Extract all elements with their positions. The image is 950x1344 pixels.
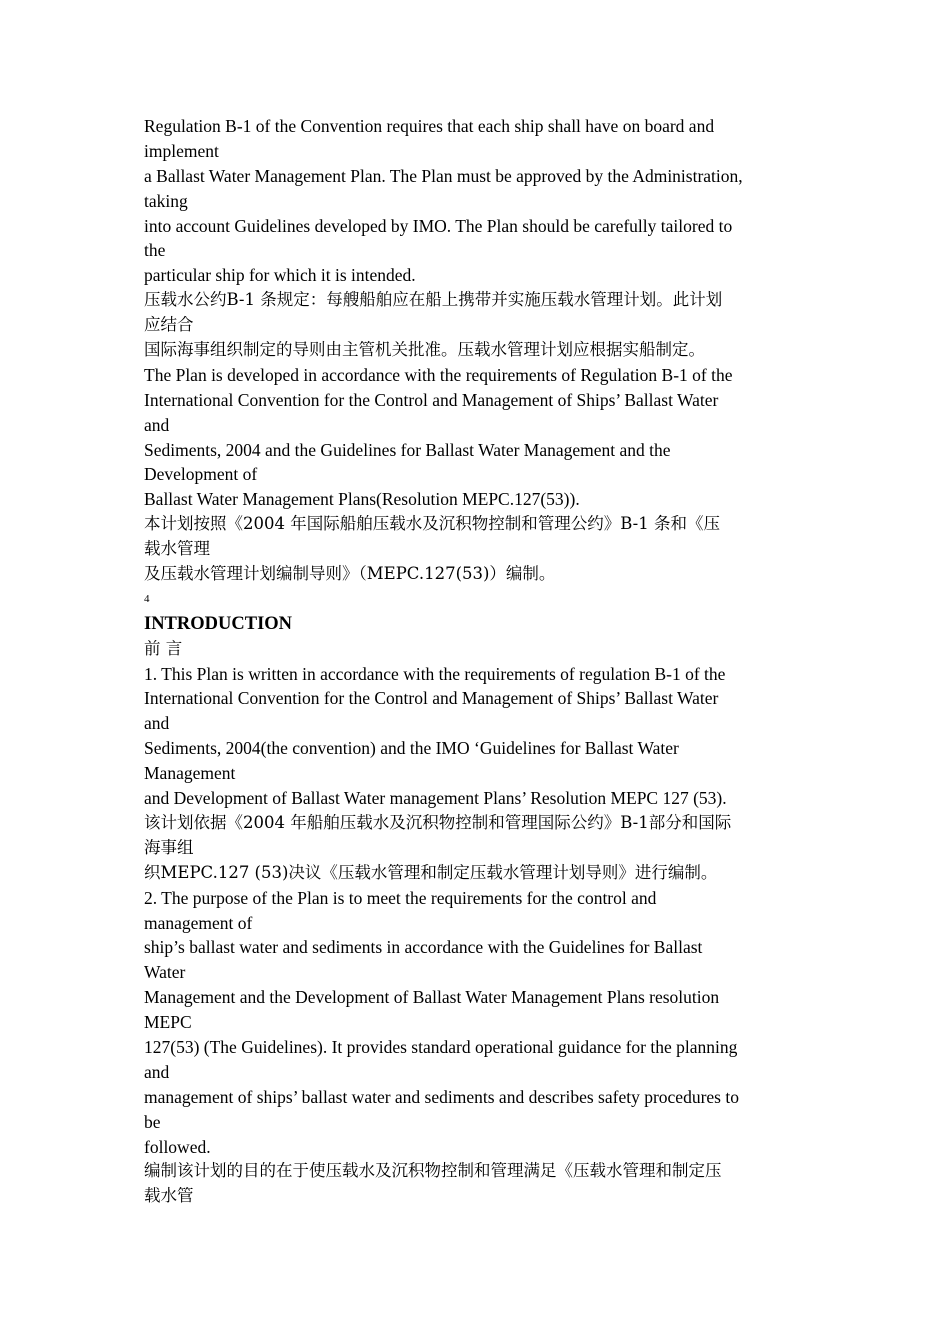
document-page <box>144 114 824 1209</box>
text-line: and <box>144 414 170 435</box>
text-line: and Development of Ballast Water management Plans’ Resolution MEPC 127 (53). <box>144 788 727 809</box>
text-line: 1. This Plan is written in accordance with the requirements of regulation B-1 of the <box>144 663 726 684</box>
text-line: the <box>144 240 166 261</box>
page-number: 4 <box>144 592 150 605</box>
text-line: Management and the Development of Ballast Water Management Plans resolution <box>144 987 720 1008</box>
text-line: International Convention for the Control and Management of Ships’ Ballast Water <box>144 389 719 410</box>
text-line: management of ships’ ballast water and sediments and describes safety procedures to <box>144 1086 739 1107</box>
chinese-text-line: 载水管理 <box>144 539 210 559</box>
text-line: The Plan is developed in accordance with the requirements of Regulation B-1 of the <box>144 364 733 385</box>
text-line: ship’s ballast water and sediments in accordance with the Guidelines for Ballast <box>144 937 703 958</box>
text-line: Management <box>144 763 236 784</box>
chinese-text-line: 压载水公约B-1 条规定：每艘船舶应在船上携带并实施压载水管理计划。此计划 <box>144 290 723 310</box>
text-line: Ballast Water Management Plans(Resolution MEPC.127(53)). <box>144 489 580 510</box>
text-line: Regulation B-1 of the Convention requires that each ship shall have on board and <box>144 116 715 136</box>
text-line: MEPC <box>144 1012 192 1033</box>
chinese-text-line: 前 言 <box>144 638 183 658</box>
chinese-text-line: 应结合 <box>144 315 194 335</box>
text-line: be <box>144 1111 161 1132</box>
text-line: 127(53) (The Guidelines). It provides standard operational guidance for the planning <box>144 1036 738 1057</box>
chinese-text-line: 国际海事组织制定的导则由主管机关批准。压载水管理计划应根据实船制定。 <box>144 340 705 360</box>
chinese-text-line: 该计划依据《2004 年船舶压载水及沉积物控制和管理国际公约》B-1部分和国际 <box>144 812 732 832</box>
text-line: a Ballast Water Management Plan. The Plan must be approved by the Administration, <box>144 165 743 186</box>
text-line: followed. <box>144 1136 211 1157</box>
text-line: taking <box>144 190 188 211</box>
chinese-text-line: 载水管 <box>144 1186 194 1206</box>
text-line: Sediments, 2004 and the Guidelines for Ballast Water Management and the <box>144 439 671 460</box>
text-line: particular ship for which it is intended. <box>144 265 416 286</box>
chinese-text-line: 及压载水管理计划编制导则》（MEPC.127(53)）编制。 <box>144 564 556 584</box>
text-line: and <box>144 1061 170 1082</box>
section-heading: INTRODUCTION <box>144 613 293 634</box>
text-line: Development of <box>144 464 258 485</box>
text-line: Sediments, 2004(the convention) and the IMO ‘Guidelines for Ballast Water <box>144 738 679 759</box>
text-line: International Convention for the Control and Management of Ships’ Ballast Water <box>144 688 719 709</box>
text-line: implement <box>144 140 219 161</box>
text-line: 2. The purpose of the Plan is to meet the requirements for the control and <box>144 887 657 908</box>
text-line: and <box>144 713 170 734</box>
chinese-text-line: 海事组 <box>144 837 194 857</box>
text-line: into account Guidelines developed by IMO. The Plan should be carefully tailored to <box>144 215 733 236</box>
chinese-text-line: 织MEPC.127 (53)决议《压载水管理和制定压载水管理计划导则》进行编制。 <box>144 862 718 882</box>
text-line: Water <box>144 962 186 983</box>
chinese-text-line: 编制该计划的目的在于使压载水及沉积物控制和管理满足《压载水管理和制定压 <box>144 1161 722 1181</box>
chinese-text-line: 本计划按照《2004 年国际船舶压载水及沉积物控制和管理公约》B-1 条和《压 <box>144 514 720 534</box>
text-line: management of <box>144 912 253 933</box>
